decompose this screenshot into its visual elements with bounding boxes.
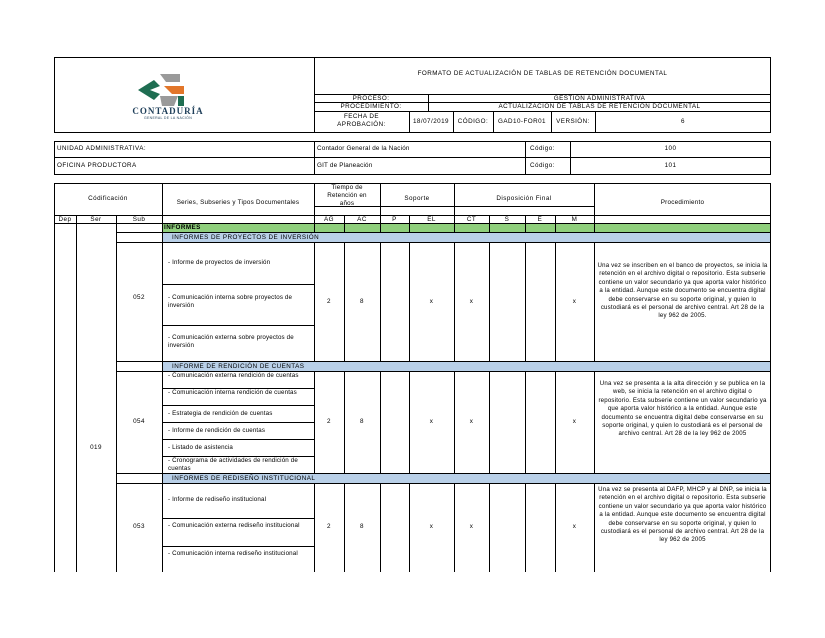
- col-tiempo-2: Retención en: [327, 192, 367, 199]
- document-type: - Cronograma de actividades de rendición de cuentas: [168, 457, 298, 473]
- rule: [162, 325, 314, 326]
- rule: [162, 546, 314, 547]
- procedimiento-value: ACTUALIZACIÓN DE TABLAS DE RETENCIÓN DOCUMENTAL: [498, 103, 701, 110]
- rule: [380, 183, 381, 232]
- col-series: Series, Subseries y Tipos Documentales: [176, 199, 300, 206]
- rule: [314, 111, 771, 112]
- series-code: 019: [90, 444, 102, 451]
- el-mark: x: [429, 523, 434, 530]
- col-procedimiento: Procedimiento: [660, 199, 705, 206]
- rule: [525, 483, 526, 572]
- col-soporte: Soporte: [404, 195, 430, 202]
- fecha-label-2: APROBACIÓN:: [337, 121, 386, 128]
- rule: [76, 215, 77, 572]
- proceso-label: PROCESO:: [352, 95, 390, 102]
- rule: [54, 183, 55, 572]
- rule: [54, 157, 771, 158]
- col-ag: AG: [324, 216, 334, 223]
- document-type: - Comunicación externa rendición de cuentas: [168, 372, 299, 379]
- col-dep: Dep: [58, 216, 72, 223]
- rule: [162, 518, 314, 519]
- procedure-text: Una vez se presenta al DAFP, MHCP y al DNP, se inicia la retención en el archivo digital o repositorio. Esta subserie contiene un valor secundario ya que aporta valor histórico a la entidad. Aunque este documento se encuentra digital debe conservarse en su soporte original, y quien lo custodiará es el personal de archivo central. Art 28 de la ley 962 de 2005: [598, 486, 767, 544]
- rule: [116, 215, 117, 572]
- ag-value: 2: [327, 418, 331, 425]
- rule: [454, 206, 594, 207]
- rule: [489, 483, 490, 572]
- form-title: FORMATO DE ACTUALIZACIÓN DE TABLAS DE RETENCIÓN DOCUMENTAL: [417, 70, 668, 77]
- version-value: 6: [681, 118, 685, 125]
- rule: [525, 141, 526, 175]
- procedure-text: Una vez se presenta a la alta dirección y se publica en la web, se inicia la retención en el archivo digital o repositorio. Esta subserie contiene un valor secundario ya que aporta valor histórico a la entidad. Aunque este documento se encuentra digital debe conservarse en su soporte original, y quien lo custodiará es el personal de archivo central. Art 28 de la ley 962 de 2005: [598, 380, 767, 438]
- rule: [594, 242, 595, 361]
- el-mark: x: [429, 298, 434, 305]
- unidad-label: UNIDAD ADMINISTRATIVA:: [57, 145, 147, 152]
- col-tiempo-3: años: [339, 200, 355, 207]
- rule: [380, 242, 381, 361]
- rule: [525, 242, 526, 361]
- document-type: - Estrategia de rendición de cuentas: [168, 410, 273, 417]
- series-band: [162, 224, 771, 232]
- ag-value: 2: [327, 523, 331, 530]
- rule: [162, 284, 314, 285]
- codigo-label: CÓDIGO:: [457, 118, 489, 125]
- unidad-value: Contador General de la Nación: [317, 145, 410, 152]
- col-p: P: [392, 216, 397, 223]
- document-type: - Comunicación externa sobre proyectos de inversión: [168, 334, 294, 350]
- fecha-label-1: FECHA DE: [343, 113, 380, 120]
- ct-mark: x: [469, 418, 474, 425]
- col-el: EL: [427, 216, 436, 223]
- col-ct: CT: [466, 216, 477, 223]
- col-e: E: [537, 216, 543, 223]
- subseries-code: 054: [133, 418, 145, 425]
- document-type: - Comunicación interna rendición de cuentas: [168, 389, 297, 396]
- col-codificacion: Códificación: [88, 195, 128, 202]
- col-disposicion: Disposición Final: [496, 195, 552, 202]
- rule: [489, 242, 490, 361]
- subseries-name: INFORMES DE REDISEÑO INSTITUCIONAL: [172, 475, 316, 482]
- rule: [454, 183, 455, 232]
- series-name: INFORMES: [164, 224, 201, 231]
- rule: [162, 422, 314, 423]
- rule: [380, 483, 381, 572]
- col-tiempo-1: Tiempo de: [331, 184, 363, 191]
- logo: [118, 68, 218, 122]
- col-ser: Ser: [90, 216, 102, 223]
- el-mark: x: [429, 418, 434, 425]
- document-type: - Informe de rendición de cuentas: [168, 427, 266, 434]
- ac-value: 8: [360, 298, 364, 305]
- ag-value: 2: [327, 298, 331, 305]
- unidad-codigo-label: Código:: [530, 145, 555, 152]
- col-s: S: [504, 216, 510, 223]
- document-type: - Informe de proyectos de inversión: [168, 259, 271, 266]
- document-type: - Comunicación externa rediseño institucional: [168, 522, 300, 529]
- rule: [525, 371, 526, 473]
- document-type: - Comunicación interna sobre proyectos de inversión: [168, 294, 293, 310]
- rule: [116, 483, 771, 484]
- col-ac: AC: [357, 216, 367, 223]
- rule: [116, 361, 771, 362]
- subseries-code: 052: [133, 294, 145, 301]
- version-label: VERSIÓN:: [556, 118, 590, 125]
- rule: [380, 371, 381, 473]
- oficina-value: GIT de Planeación: [317, 162, 373, 169]
- oficina-codigo-label: Código:: [530, 162, 555, 169]
- m-mark: x: [572, 418, 577, 425]
- subseries-name: INFORMES DE PROYECTOS DE INVERSIÓN: [172, 234, 320, 241]
- logo-text: CONTADURÍA: [132, 106, 204, 116]
- logo-subtext: GENERAL DE LA NACIÓN: [143, 116, 193, 120]
- m-mark: x: [572, 523, 577, 530]
- ac-value: 8: [360, 418, 364, 425]
- rule: [594, 371, 595, 473]
- ac-value: 8: [360, 523, 364, 530]
- procedure-text: Una vez se inscriben en el banco de proyectos, se inicia la retención en el archivo digital o repositorio. Esta subserie contiene un valor secundario ya que aporta valor histórico a la entidad. Aunque este documento se encuentra digital debe conservarse en su soporte original, y quien lo custodiará es el personal de archivo central. Art 28 de la ley 962 de 2005.: [597, 262, 768, 320]
- document-type: - Informe de rediseño institucional: [168, 496, 267, 503]
- rule: [162, 439, 314, 440]
- procedimiento-label: PROCEDIMIENTO:: [340, 103, 402, 110]
- rule: [489, 371, 490, 473]
- document-type: - Listado de asistencia: [168, 444, 234, 451]
- col-m: M: [571, 216, 578, 223]
- m-mark: x: [572, 298, 577, 305]
- rule: [594, 183, 595, 232]
- subseries-name: INFORME DE RENDICIÓN DE CUENTAS: [172, 363, 305, 370]
- rule: [162, 183, 163, 572]
- rule: [594, 483, 595, 572]
- rule: [116, 242, 771, 243]
- oficina-label: OFICINA PRODUCTORA: [57, 162, 137, 169]
- document-type: - Comunicación interna rediseño institucional: [168, 550, 298, 557]
- fecha-value: 18/07/2019: [412, 118, 449, 125]
- unidad-codigo-value: 100: [664, 145, 677, 152]
- proceso-value: GESTIÓN ADMINISTRATIVA: [553, 95, 646, 102]
- rule: [162, 405, 314, 406]
- codigo-value: GAD10-FOR01: [498, 118, 546, 125]
- rule: [314, 141, 315, 175]
- oficina-codigo-value: 101: [664, 162, 677, 169]
- ct-mark: x: [469, 298, 474, 305]
- ct-mark: x: [469, 523, 474, 530]
- subseries-code: 053: [133, 523, 145, 530]
- col-sub: Sub: [132, 216, 146, 223]
- rule: [116, 232, 771, 233]
